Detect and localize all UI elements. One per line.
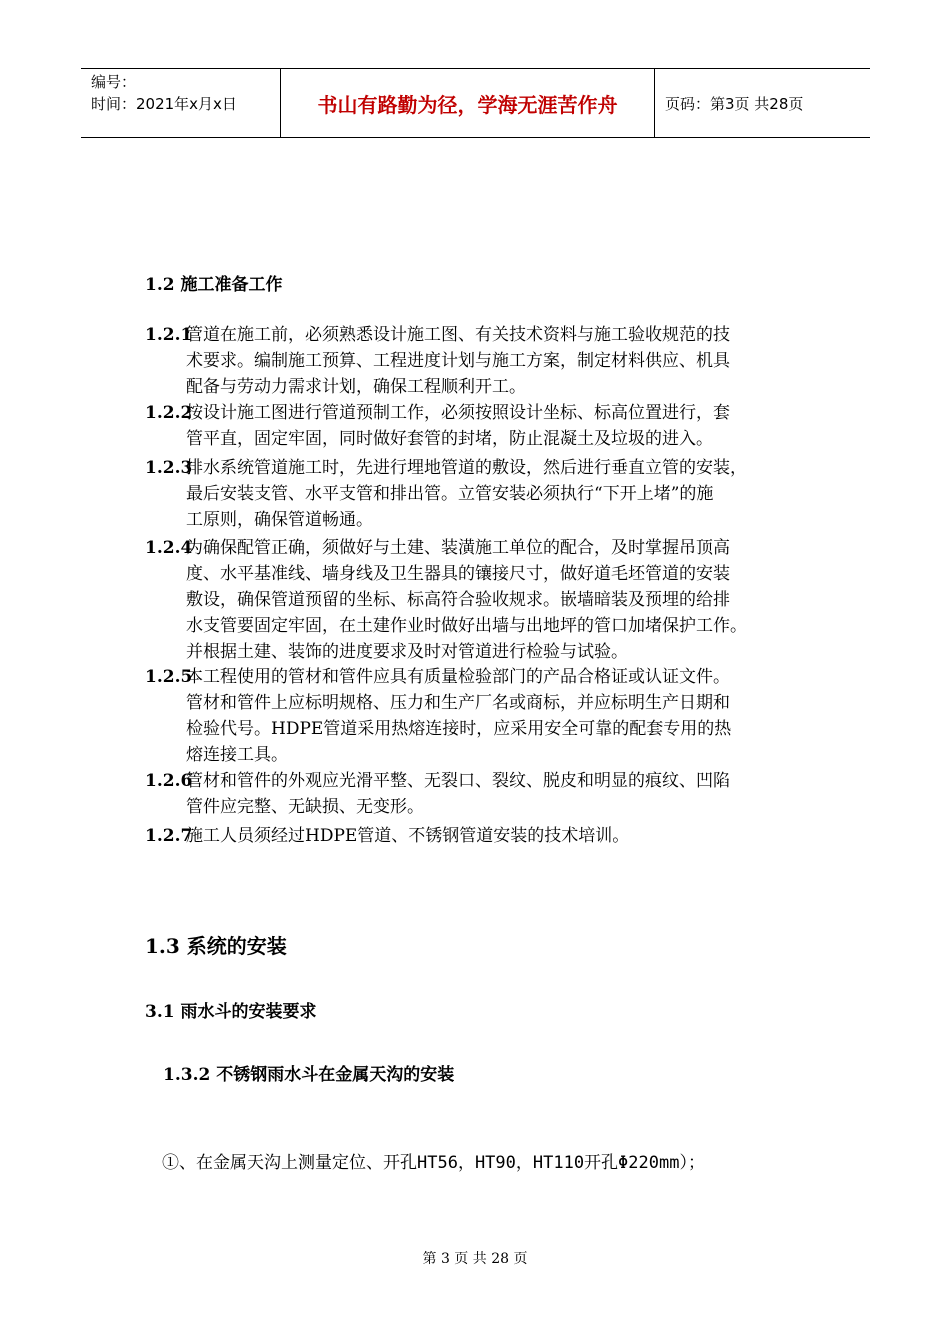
item-text: 最后安装支管、水平支管和排出管。立管安装必须执行“下开上堵”的施 (186, 484, 714, 504)
header-page-label: 页码：第3页 共28页 (665, 94, 804, 113)
item-text: 排水系统管道施工时，先进行埋地管道的敷设，然后进行垂直立管的安装， (186, 458, 747, 478)
item-text: 本工程使用的管材和管件应具有质量检验部门的产品合格证或认证文件。 (186, 667, 730, 687)
item-1-2-1 (145, 322, 825, 400)
header-meta (81, 69, 281, 137)
item-text: 管件应完整、无缺损、无变形。 (186, 797, 424, 817)
item-number: 1.2.3 (145, 458, 193, 478)
item-text: 敷设，确保管道预留的坐标、标高符合验收规求。嵌墙暗装及预埋的给排 (186, 590, 730, 610)
item-number: 1.2.5 (145, 667, 193, 687)
item-number: 1.2.4 (145, 538, 193, 558)
item-1-2-6 (145, 768, 825, 820)
page-footer: 第 3 页 共 28 页 (422, 1251, 528, 1267)
date-label: 时间：2021年x月x日 (91, 95, 237, 113)
section-1-2-title: 1.2 施工准备工作 (145, 275, 283, 295)
item-1-2-4 (145, 535, 825, 665)
document-header (81, 68, 870, 138)
item-text: 管道在施工前，必须熟悉设计施工图、有关技术资料与施工验收规范的技 (186, 325, 730, 345)
step-1-text: ①、在金属天沟上测量定位、开孔HT56，HT90，HT110开孔Φ220mm）； (162, 1153, 705, 1173)
item-number: 1.2.2 (145, 403, 193, 423)
item-1-2-3 (145, 455, 825, 533)
item-text: 水支管要固定牢固，在土建作业时做好出墙与出地坪的管口加堵保护工作。 (186, 616, 747, 636)
item-text: 管材和管件上应标明规格、压力和生产厂名或商标，并应标明生产日期和 (186, 693, 730, 713)
item-number: 1.2.7 (145, 826, 193, 846)
item-text: 度、水平基准线、墙身线及卫生器具的镶接尺寸，做好道毛坯管道的安装 (186, 564, 730, 584)
item-1-2-2 (145, 400, 825, 452)
item-text: 管材和管件的外观应光滑平整、无裂口、裂纹、脱皮和明显的痕纹、凹陷 (186, 771, 730, 791)
item-text: 为确保配管正确，须做好与土建、装潢施工单位的配合，及时掌握吊顶高 (186, 538, 730, 558)
item-text: 管平直，固定牢固，同时做好套管的封堵，防止混凝土及垃圾的进入。 (186, 429, 713, 449)
item-number: 1.2.6 (145, 771, 193, 791)
item-1-2-5 (145, 664, 825, 768)
item-text: 按设计施工图进行管道预制工作，必须按照设计坐标、标高位置进行，套 (186, 403, 730, 423)
item-text: 检验代号。HDPE管道采用热熔连接时，应采用安全可靠的配套专用的热 (186, 719, 732, 739)
item-text: 工原则，确保管道畅通。 (186, 510, 373, 530)
item-text: 术要求。编制施工预算、工程进度计划与施工方案，制定材料供应、机具 (186, 351, 730, 371)
header-motto: 书山有路勤为径，学海无涯苦作舟 (281, 69, 655, 137)
item-1-2-7 (145, 823, 825, 849)
item-text: 施工人员须经过HDPE管道、不锈钢管道安装的技术培训。 (186, 826, 630, 846)
section-1-3-2-title: 1.3.2 不锈钢雨水斗在金属天沟的安装 (163, 1065, 455, 1085)
item-text: 配备与劳动力需求计划，确保工程顺利开工。 (186, 377, 526, 397)
number-label: 编号： (91, 73, 137, 91)
section-1-3-title: 1.3 系统的安装 (145, 934, 287, 958)
item-text: 并根据土建、装饰的进度要求及时对管道进行检验与试验。 (186, 642, 628, 662)
item-text: 熔连接工具。 (186, 745, 288, 765)
section-3-1-title: 3.1 雨水斗的安装要求 (145, 1002, 317, 1022)
item-number: 1.2.1 (145, 325, 193, 345)
